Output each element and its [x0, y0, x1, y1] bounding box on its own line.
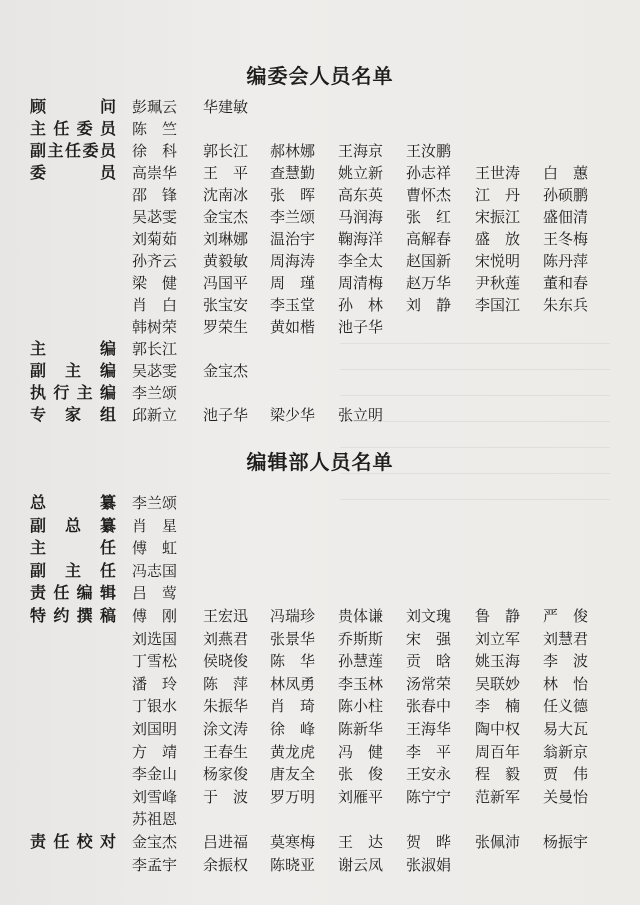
person-name: 贵体谦 [338, 607, 384, 625]
person-name: 罗荣生 [203, 318, 249, 336]
name-row [0, 382, 640, 404]
person-name: 乔斯斯 [338, 629, 384, 648]
name-row [0, 831, 640, 853]
person-name: 王 达 [338, 833, 384, 851]
person-name: 鲁 静 [475, 607, 521, 625]
person-name: 苏祖恩 [132, 810, 178, 829]
person-name: 刘雁平 [338, 787, 384, 806]
person-name: 冯 健 [338, 742, 384, 761]
person-name: 肖 星 [132, 516, 178, 535]
name-row [0, 96, 640, 118]
person-name: 张 晖 [270, 186, 316, 204]
person-name: 陈丹萍 [543, 252, 589, 270]
person-name: 陶中权 [475, 720, 521, 738]
person-name: 刘琳娜 [203, 230, 249, 248]
name-row [0, 360, 640, 382]
person-name: 陈宁宁 [406, 787, 452, 806]
person-name: 姚立新 [338, 164, 384, 182]
role-label: 执 行 主 编 [30, 383, 116, 402]
name-row [0, 316, 640, 338]
role-label: 顾 问 [30, 97, 116, 116]
person-name: 周清梅 [338, 274, 384, 292]
name-row [0, 605, 640, 627]
person-name: 王海京 [338, 142, 384, 160]
name-row [0, 118, 640, 140]
person-name: 李兰颂 [132, 384, 178, 402]
person-name: 温治宇 [270, 230, 316, 248]
person-name: 林 怡 [543, 674, 589, 693]
person-name: 沈南冰 [203, 186, 249, 204]
name-row [0, 492, 640, 514]
name-row [0, 560, 640, 582]
person-name: 罗万明 [270, 787, 316, 806]
name-row [0, 515, 640, 537]
person-name: 陈新华 [338, 720, 384, 738]
role-label: 责 任 编 辑 [30, 583, 116, 603]
person-name: 池子华 [338, 318, 384, 336]
person-name: 张 俊 [338, 765, 384, 784]
person-name: 丁雪松 [132, 652, 178, 671]
person-name: 孙齐云 [132, 252, 178, 270]
person-name: 李国江 [475, 296, 521, 314]
person-name: 陈晓亚 [270, 855, 316, 874]
person-name: 朱东兵 [543, 296, 589, 314]
person-name: 王春生 [203, 742, 249, 761]
person-name: 李金山 [132, 765, 178, 784]
person-name: 李 平 [406, 742, 452, 761]
person-name: 韩树荣 [132, 318, 178, 336]
person-name: 吴苾雯 [132, 362, 178, 380]
person-name: 陈小柱 [338, 697, 384, 716]
person-name: 肖 白 [132, 296, 178, 314]
person-name: 王世涛 [475, 164, 521, 182]
person-name: 江 丹 [475, 186, 521, 204]
person-name: 郭长江 [132, 340, 178, 358]
person-name: 丁银水 [132, 697, 178, 716]
name-row [0, 650, 640, 672]
person-name: 宋 强 [406, 629, 452, 648]
person-name: 邱新立 [132, 406, 178, 424]
person-name: 严 俊 [543, 607, 589, 625]
person-name: 吕进福 [203, 833, 249, 851]
name-row [0, 338, 640, 360]
person-name: 吴苾雯 [132, 208, 178, 226]
person-name: 李全太 [338, 252, 384, 270]
person-name: 刘雪峰 [132, 787, 178, 806]
person-name: 李玉林 [338, 674, 384, 693]
person-name: 宋振江 [475, 208, 521, 226]
editorial-title: 编辑部人员名单 [246, 450, 394, 474]
person-name: 池子华 [203, 406, 249, 424]
role-label: 副 主 任 委 员 [30, 141, 116, 160]
person-name: 王 平 [203, 164, 249, 182]
person-name: 鞠海洋 [338, 230, 384, 248]
person-name: 陈 萍 [203, 674, 249, 693]
person-name: 林凤勇 [270, 674, 316, 693]
name-row [0, 272, 640, 294]
name-row [0, 763, 640, 785]
name-row [0, 854, 640, 876]
person-name: 李孟宇 [132, 855, 178, 874]
name-row [0, 404, 640, 426]
person-name: 贡 晗 [406, 652, 452, 671]
person-name: 张景华 [270, 629, 316, 648]
person-name: 刘燕君 [203, 629, 249, 648]
role-label: 主 任 委 员 [30, 119, 116, 138]
person-name: 周百年 [475, 742, 521, 761]
name-row [0, 184, 640, 206]
person-name: 傅 虹 [132, 539, 178, 558]
person-name: 傅 刚 [132, 607, 178, 625]
person-name: 盛佃清 [543, 208, 589, 226]
person-name: 杨振宇 [543, 833, 589, 851]
person-name: 张宝安 [203, 296, 249, 314]
person-name: 易大瓦 [543, 720, 589, 738]
person-name: 刘文瑰 [406, 607, 452, 625]
person-name: 黄龙虎 [270, 742, 316, 761]
name-row [0, 206, 640, 228]
role-label: 主 编 [30, 339, 116, 358]
role-label: 主 任 [30, 538, 116, 558]
person-name: 吴联妙 [475, 674, 521, 693]
person-name: 程 毅 [475, 765, 521, 784]
person-name: 王汝鹏 [406, 142, 452, 160]
name-row [0, 673, 640, 695]
person-name: 郝林娜 [270, 142, 316, 160]
person-name: 潘 玲 [132, 674, 178, 693]
person-name: 范新军 [475, 787, 521, 806]
person-name: 赵国新 [406, 252, 452, 270]
person-name: 冯瑞珍 [270, 607, 316, 625]
person-name: 李兰颂 [132, 494, 178, 512]
person-name: 刘菊茹 [132, 230, 178, 248]
person-name: 杨家俊 [203, 765, 249, 784]
person-name: 徐 峰 [270, 720, 316, 738]
person-name: 涂文涛 [203, 720, 249, 738]
person-name: 任义德 [543, 697, 589, 716]
person-name: 高崇华 [132, 164, 178, 182]
person-name: 盛 放 [475, 230, 521, 248]
person-name: 金宝杰 [203, 362, 249, 380]
person-name: 谢云凤 [338, 855, 384, 874]
person-name: 李兰颂 [270, 208, 316, 226]
name-row [0, 718, 640, 740]
role-label: 副 主 编 [30, 361, 116, 380]
role-label: 副 主 任 [30, 560, 116, 580]
person-name: 贾 伟 [543, 765, 589, 784]
person-name: 曹怀杰 [406, 186, 452, 204]
person-name: 黄如楷 [270, 318, 316, 336]
person-name: 吕 莺 [132, 584, 178, 603]
person-name: 孙 林 [338, 296, 384, 314]
name-row [0, 582, 640, 604]
person-name: 姚玉海 [475, 652, 521, 671]
name-row [0, 695, 640, 717]
name-row [0, 250, 640, 272]
person-name: 孙硕鹏 [543, 186, 589, 204]
role-label: 特 约 撰 稿 [30, 606, 116, 625]
person-name: 张 红 [406, 208, 452, 226]
person-name: 汤常荣 [406, 674, 452, 693]
person-name: 贺 晔 [406, 833, 452, 851]
person-name: 徐 科 [132, 142, 178, 160]
role-label: 总 纂 [30, 493, 116, 512]
person-name: 王安永 [406, 765, 452, 784]
name-row [0, 162, 640, 184]
name-row [0, 294, 640, 316]
person-name: 李 波 [543, 652, 589, 671]
person-name: 梁少华 [270, 406, 316, 424]
name-row [0, 808, 640, 830]
person-name: 刘 静 [406, 296, 452, 314]
person-name: 华建敏 [203, 98, 249, 116]
person-name: 朱振华 [203, 697, 249, 716]
person-name: 尹秋莲 [475, 274, 521, 292]
person-name: 李 楠 [475, 697, 521, 716]
role-label: 委 员 [30, 163, 116, 182]
person-name: 翁新京 [543, 742, 589, 761]
person-name: 黄毅敏 [203, 252, 249, 270]
person-name: 查慧勤 [270, 164, 316, 182]
person-name: 王海华 [406, 720, 452, 738]
role-label: 副 总 纂 [30, 515, 116, 535]
person-name: 宋悦明 [475, 252, 521, 270]
person-name: 刘国明 [132, 720, 178, 738]
person-name: 张立明 [338, 406, 384, 424]
committee-title: 编委会人员名单 [246, 64, 394, 88]
person-name: 莫寒梅 [270, 833, 316, 851]
person-name: 侯晓俊 [203, 652, 249, 671]
person-name: 余振权 [203, 855, 249, 874]
person-name: 陈 竺 [132, 120, 178, 138]
role-label: 专 家 组 [30, 405, 116, 424]
name-row [0, 741, 640, 763]
name-row [0, 628, 640, 650]
person-name: 李玉堂 [270, 296, 316, 314]
person-name: 刘慧君 [543, 629, 589, 648]
person-name: 于 波 [203, 787, 249, 806]
person-name: 孙慧莲 [338, 652, 384, 671]
name-row [0, 228, 640, 250]
person-name: 刘选国 [132, 629, 178, 648]
person-name: 梁 健 [132, 274, 178, 292]
person-name: 赵万华 [406, 274, 452, 292]
name-row [0, 786, 640, 808]
person-name: 陈 华 [270, 652, 316, 671]
person-name: 方 靖 [132, 742, 178, 761]
person-name: 肖 琦 [270, 697, 316, 716]
person-name: 张淑娟 [406, 855, 452, 874]
name-row [0, 537, 640, 559]
person-name: 周 瑾 [270, 274, 316, 292]
person-name: 王冬梅 [543, 230, 589, 248]
person-name: 金宝杰 [132, 833, 178, 851]
person-name: 刘立军 [475, 629, 521, 648]
person-name: 郭长江 [203, 142, 249, 160]
role-label: 责 任 校 对 [30, 832, 116, 851]
person-name: 金宝杰 [203, 208, 249, 226]
person-name: 孙志祥 [406, 164, 452, 182]
name-row [0, 140, 640, 162]
person-name: 董和春 [543, 274, 589, 292]
person-name: 彭珮云 [132, 98, 178, 116]
person-name: 王宏迅 [203, 607, 249, 625]
person-name: 张佩沛 [475, 833, 521, 851]
person-name: 白 蕙 [543, 164, 589, 182]
person-name: 冯国平 [203, 274, 249, 292]
person-name: 张春中 [406, 697, 452, 716]
person-name: 周海涛 [270, 252, 316, 270]
person-name: 高解春 [406, 230, 452, 248]
person-name: 高东英 [338, 186, 384, 204]
person-name: 冯志国 [132, 561, 178, 580]
person-name: 唐友全 [270, 765, 316, 784]
person-name: 马润海 [338, 208, 384, 226]
person-name: 邵 锋 [132, 186, 178, 204]
person-name: 关曼怡 [543, 787, 589, 806]
